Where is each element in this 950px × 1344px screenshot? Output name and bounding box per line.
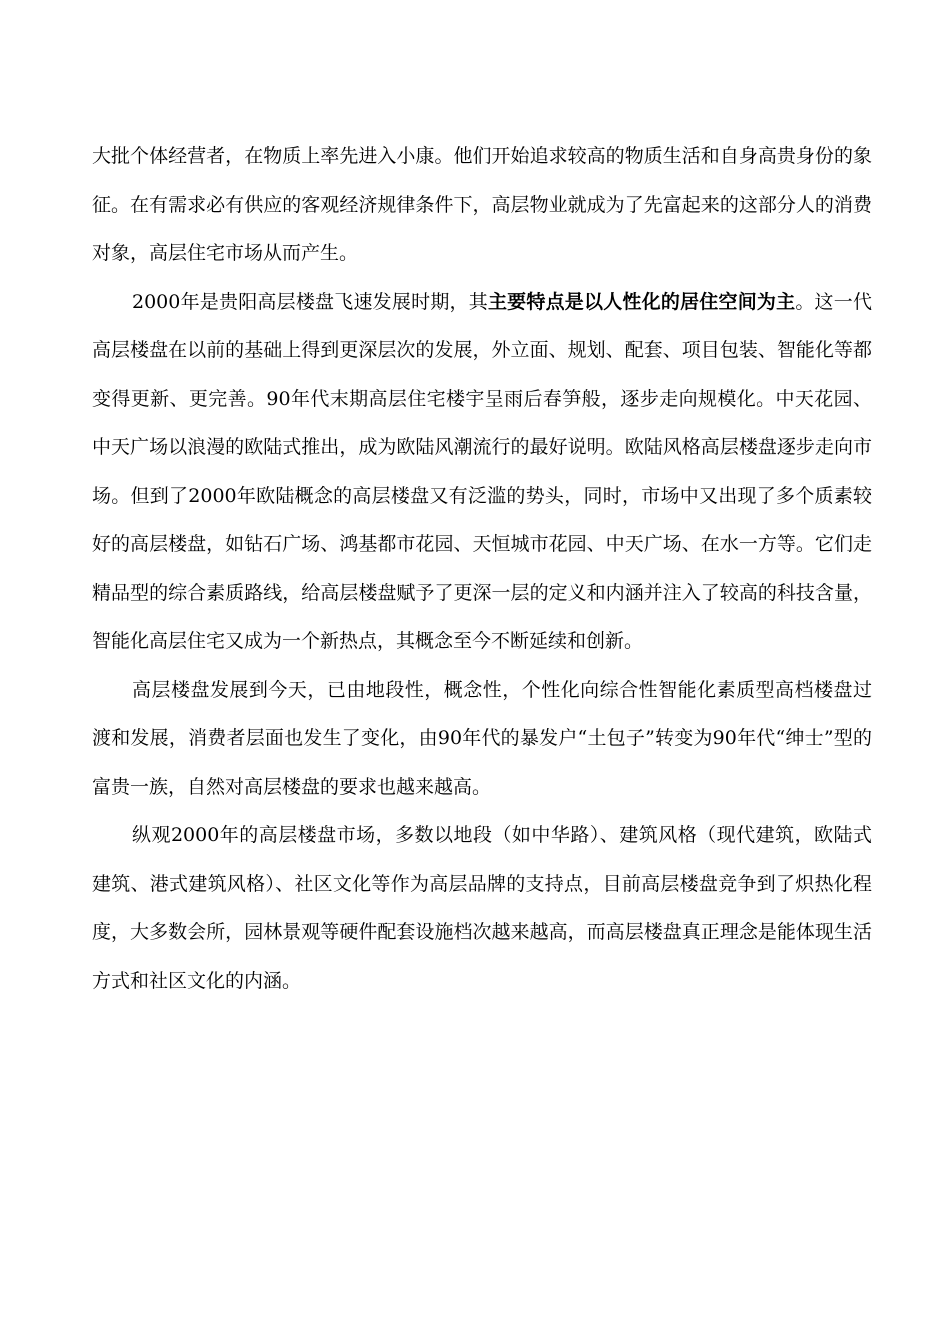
paragraph-1: 大批个体经营者，在物质上率先进入小康。他们开始追求较高的物质生活和自身高贵身份的象征。在有需求必有供应的客观经济规律条件下，高层物业就成为了先富起来的这部分人的消费对象，高层住宅市场从而产生。 [92,145,872,264]
paragraph-2-rest: 。这一代高层楼盘在以前的基础上得到更深层次的发展，外立面、规划、配套、项目包装、智能化等都变得更新、更完善。90年代末期高层住宅楼宇呈雨后春笋般，逐步走向规模化。中天花园、中天广场以浪漫的欧陆式推出，成为欧陆风潮流行的最好说明。欧陆风格高层楼盘逐步走向市场。但到了2000年欧陆概念的高层楼盘又有泛滥的势头，同时，市场中又出现了多个质素较好的高层楼盘，如钻石广场、鸿基都市花园、天恒城市花园、中天广场、在水一方等。它们走精品型的综合素质路线，给高层楼盘赋予了更深一层的定义和内涵并注入了较高的科技含量，智能化高层住宅又成为一个新热点，其概念至今不断延续和创新。 [92,290,872,652]
document-body [92,132,872,1005]
paragraph-4: 纵观2000年的高层楼盘市场，多数以地段（如中华路）、建筑风格（现代建筑，欧陆式建筑、港式建筑风格）、社区文化等作为高层品牌的支持点，目前高层楼盘竞争到了炽热化程度，大多数会所，园林景观等硬件配套设施档次越来越高，而高层楼盘真正理念是能体现生活方式和社区文化的内涵。 [92,824,872,992]
paragraph-2 [92,278,872,666]
paragraph-3: 高层楼盘发展到今天，已由地段性，概念性，个性化向综合性智能化素质型高档楼盘过渡和发展，消费者层面也发生了变化，由90年代的暴发户“土包子”转变为90年代“绅士”型的富贵一族，自然对高层楼盘的要求也越来越高。 [92,678,872,798]
paragraph-2-emphasis: 主要特点是以人性化的居住空间为主 [487,290,796,313]
paragraph-2-lead: 2000年是贵阳高层楼盘飞速发展时期，其 [132,290,488,313]
